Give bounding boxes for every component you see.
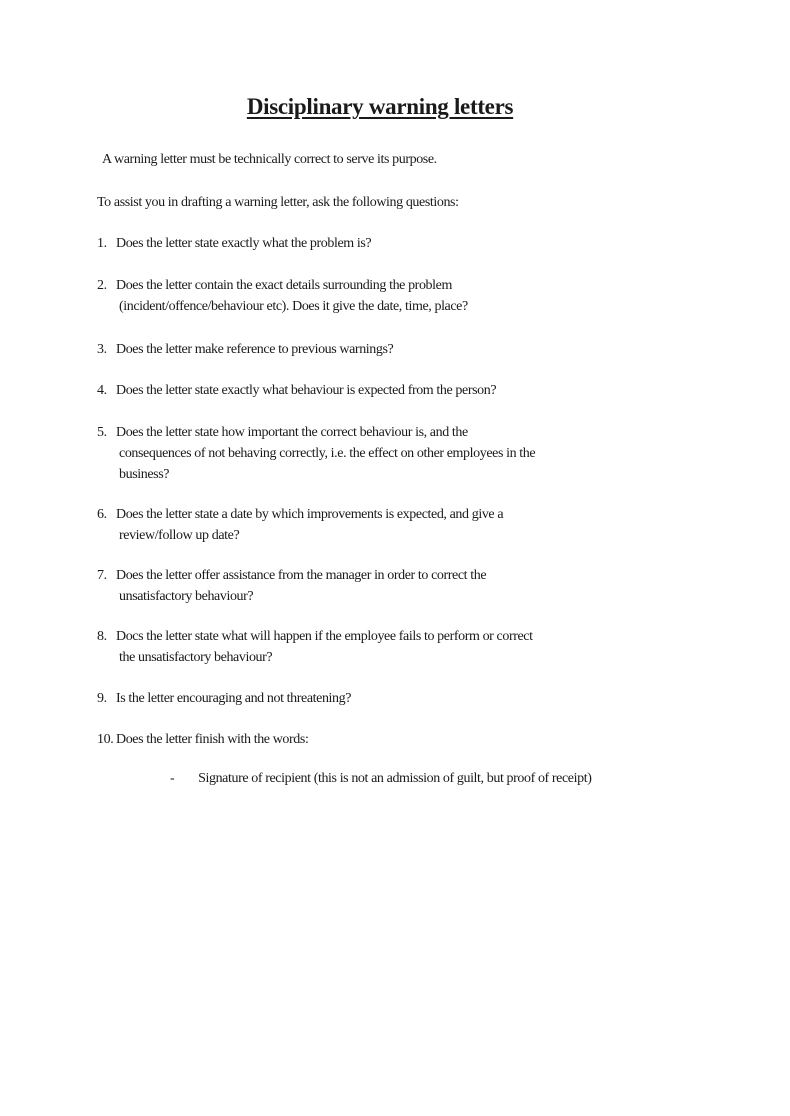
- question-text: review/follow up date?: [119, 528, 240, 543]
- question-text: Docs the letter state what will happen if the employee fails to perform or correct: [116, 629, 533, 644]
- bullet-dash: -: [170, 771, 175, 786]
- question-text: Does the letter state exactly what the problem is?: [116, 236, 372, 251]
- question-text: Does the letter state exactly what behaviour is expected from the person?: [116, 383, 497, 398]
- question-number: 7.: [97, 568, 107, 583]
- question-item-8: [97, 626, 567, 668]
- lead-paragraph: To assist you in drafting a warning letter, ask the following questions:: [97, 195, 459, 210]
- question-number: 1.: [97, 236, 107, 251]
- question-item-7: [97, 565, 567, 607]
- question-item-10: [97, 729, 567, 750]
- question-number: 8.: [97, 629, 107, 644]
- signature-text: Signature of recipient (this is not an admission of guilt, but proof of receipt): [198, 771, 592, 786]
- question-number: 2.: [97, 278, 107, 293]
- question-text: Does the letter state how important the correct behaviour is, and the: [116, 425, 468, 440]
- question-item-3: [97, 339, 567, 360]
- question-text: Does the letter offer assistance from the manager in order to correct the: [116, 568, 487, 583]
- question-number: 6.: [97, 507, 107, 522]
- question-text: unsatisfactory behaviour?: [119, 589, 254, 604]
- question-text: business?: [119, 467, 170, 482]
- question-item-1: [97, 233, 567, 254]
- signature-bullet-item: [170, 771, 591, 787]
- intro-paragraph: A warning letter must be technically correct to serve its purpose.: [102, 152, 437, 167]
- question-text: (incident/offence/behaviour etc). Does it give the date, time, place?: [119, 299, 468, 314]
- question-number: 4.: [97, 383, 107, 398]
- question-number: 9.: [97, 691, 107, 706]
- question-text: Does the letter state a date by which improvements is expected, and give a: [116, 507, 504, 522]
- question-text: the unsatisfactory behaviour?: [119, 650, 273, 665]
- document-title: Disciplinary warning letters: [246, 94, 514, 119]
- question-number: 3.: [97, 342, 107, 357]
- question-number: 10.: [97, 732, 114, 747]
- question-number: 5.: [97, 425, 107, 440]
- question-item-6: [97, 504, 567, 546]
- question-item-2: [97, 275, 567, 317]
- question-item-9: [97, 688, 567, 709]
- question-text: Does the letter make reference to previous warnings?: [116, 342, 394, 357]
- question-text: consequences of not behaving correctly, i.e. the effect on other employees in the: [119, 446, 536, 461]
- question-text: Does the letter finish with the words:: [116, 732, 309, 747]
- question-item-4: [97, 380, 567, 401]
- question-item-5: [97, 422, 567, 485]
- question-text: Is the letter encouraging and not threatening?: [116, 691, 352, 706]
- question-text: Does the letter contain the exact details surrounding the problem: [116, 278, 452, 293]
